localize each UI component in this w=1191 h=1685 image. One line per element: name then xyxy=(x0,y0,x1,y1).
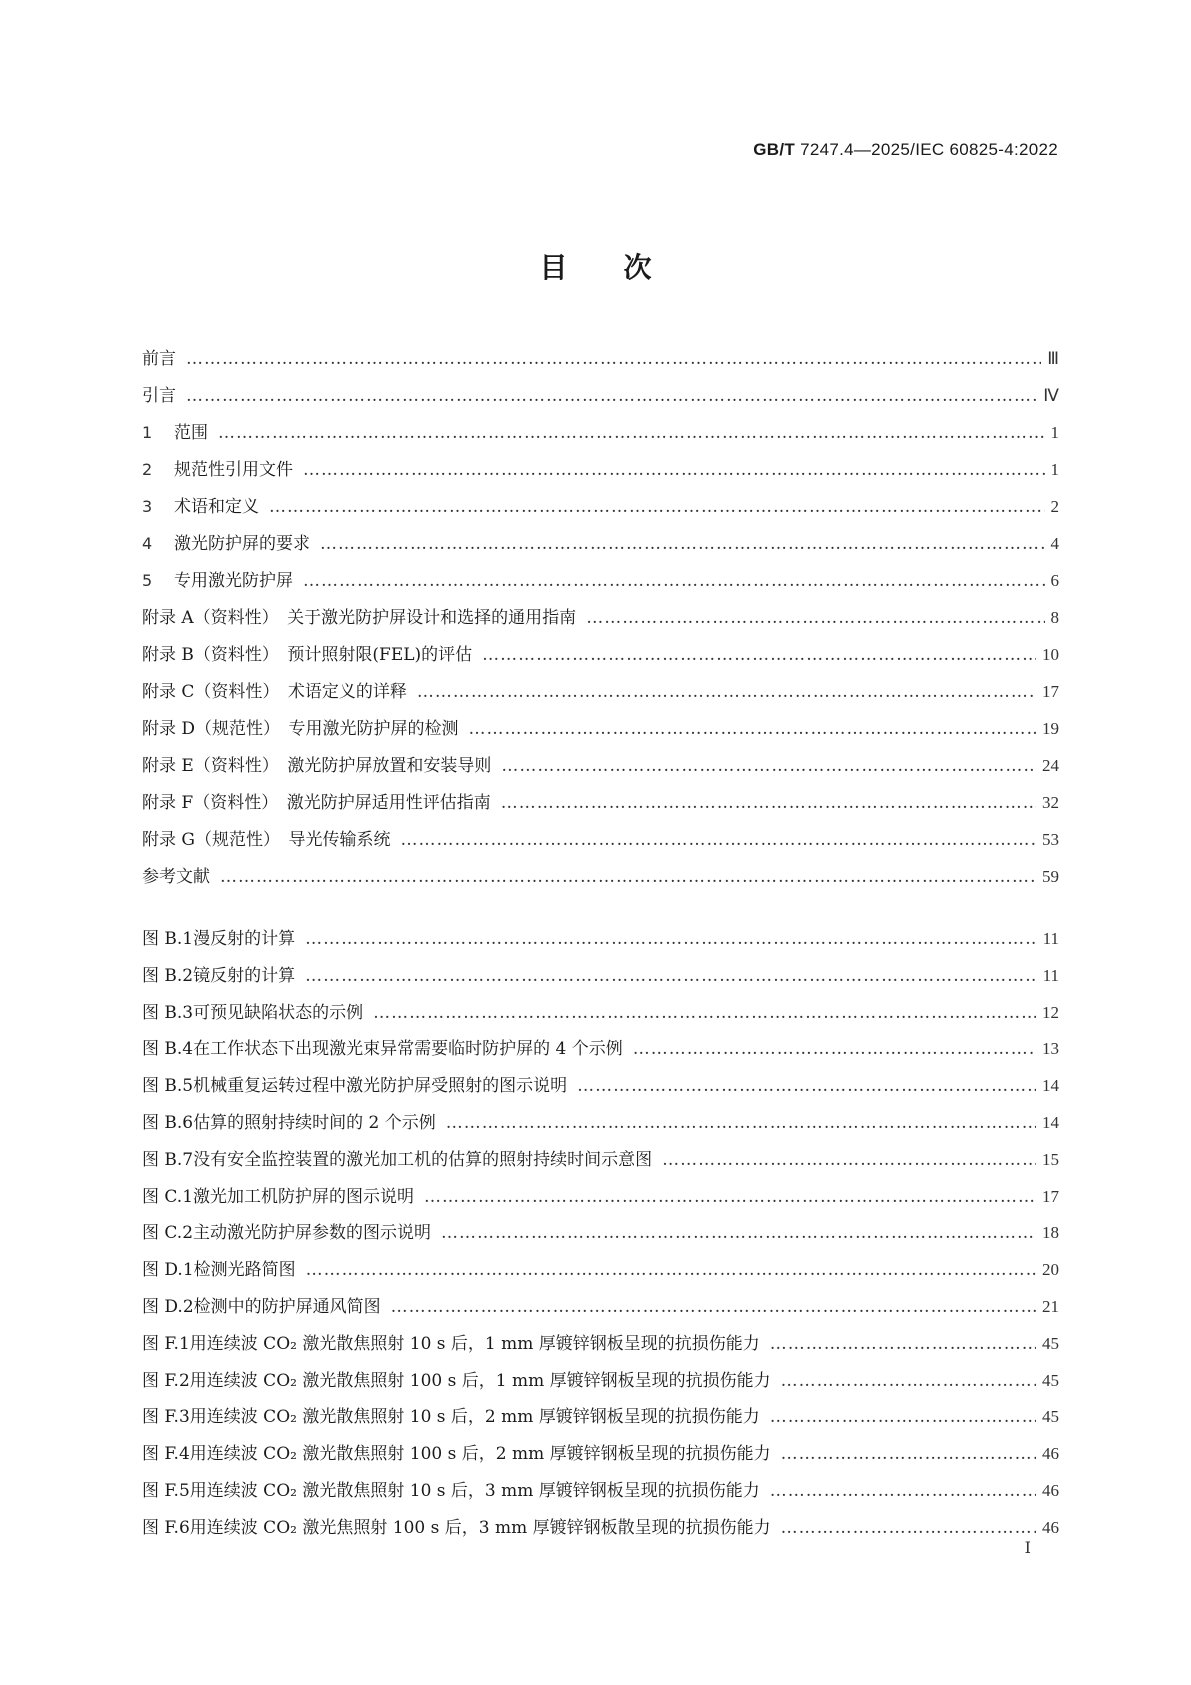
figure-label: 用连续波 CO₂ 激光散焦照射 10 s 后，1 mm 厚镀锌钢板呈现的抗损伤能力 xyxy=(189,1333,760,1354)
figure-entry[interactable] xyxy=(142,1068,1059,1105)
toc-entry[interactable] xyxy=(142,340,1059,377)
toc-entry-page: 1 xyxy=(1050,423,1059,442)
figure-page: 11 xyxy=(1042,929,1059,948)
toc-entry-page: 4 xyxy=(1050,534,1059,553)
standard-code xyxy=(753,140,1058,160)
figure-label: 激光加工机防护屏的图示说明 xyxy=(193,1186,415,1207)
figure-label: 用连续波 CO₂ 激光散焦照射 100 s 后，2 mm 厚镀锌钢板呈现的抗损伤能力 xyxy=(189,1444,771,1465)
figure-label: 用连续波 CO₂ 激光散焦照射 100 s 后，1 mm 厚镀锌钢板呈现的抗损伤能力 xyxy=(189,1370,771,1391)
figure-entry[interactable] xyxy=(142,1436,1059,1473)
toc-leader xyxy=(218,415,1045,451)
figure-entry[interactable] xyxy=(142,921,1059,958)
toc-leader xyxy=(373,995,1036,1032)
figure-page: 45 xyxy=(1042,1333,1059,1353)
figure-entry[interactable] xyxy=(142,995,1059,1032)
toc-entry-number: 5 xyxy=(142,571,153,590)
toc-entry-label: 附录 D（规范性） 专用激光防护屏的检测 xyxy=(142,719,459,739)
figure-entry[interactable] xyxy=(142,1252,1059,1289)
figure-id: 图 D.2 xyxy=(142,1296,194,1317)
toc-leader xyxy=(781,1510,1036,1547)
figure-label: 漫反射的计算 xyxy=(193,929,296,949)
figure-label: 检测光路简图 xyxy=(193,1260,296,1281)
figure-page: 17 xyxy=(1042,1186,1059,1206)
toc-leader xyxy=(424,1179,1036,1216)
toc-leader xyxy=(770,1473,1036,1510)
figure-label: 用连续波 CO₂ 激光散焦照射 10 s 后，2 mm 厚镀锌钢板呈现的抗损伤能力 xyxy=(189,1407,760,1428)
toc-leader xyxy=(501,748,1036,784)
figure-page: 13 xyxy=(1042,1039,1059,1059)
figure-page: 46 xyxy=(1042,1517,1059,1537)
table-of-contents xyxy=(142,340,1059,895)
toc-entry-label: 前言 xyxy=(142,349,176,369)
toc-leader xyxy=(781,1363,1036,1400)
figure-id: 图 B.3 xyxy=(142,1002,194,1023)
toc-leader xyxy=(320,526,1045,562)
figure-page: 45 xyxy=(1042,1370,1059,1390)
toc-entry[interactable] xyxy=(142,784,1059,821)
toc-leader xyxy=(446,1105,1036,1142)
toc-leader xyxy=(305,921,1037,958)
toc-entry-label: 激光防护屏的要求 xyxy=(174,534,310,554)
figure-page: 46 xyxy=(1042,1480,1059,1500)
figure-id: 图 F.2 xyxy=(142,1370,190,1391)
figure-id: 图 C.2 xyxy=(142,1223,194,1244)
toc-entry-label: 附录 G（规范性） 导光传输系统 xyxy=(142,830,391,850)
standard-code-prefix: GB/T xyxy=(753,140,796,159)
toc-entry-label: 参考文献 xyxy=(142,867,210,887)
toc-entry-page: 2 xyxy=(1050,497,1059,516)
figure-page: 11 xyxy=(1042,965,1059,985)
figure-page: 14 xyxy=(1042,1112,1059,1132)
figure-entry[interactable] xyxy=(142,1510,1059,1547)
toc-leader xyxy=(220,859,1036,895)
figure-label: 主动激光防护屏参数的图示说明 xyxy=(193,1223,432,1244)
figure-label: 用连续波 CO₂ 激光焦照射 100 s 后，3 mm 厚镀锌钢板散呈现的抗损伤能力 xyxy=(189,1517,771,1538)
toc-leader xyxy=(662,1142,1036,1179)
toc-leader xyxy=(305,958,1037,995)
toc-leader xyxy=(417,674,1036,710)
figure-label: 机械重复运转过程中激光防护屏受照射的图示说明 xyxy=(193,1076,568,1097)
figure-id: 图 B.6 xyxy=(142,1112,194,1133)
toc-entry-number: 4 xyxy=(142,534,153,553)
toc-entry-page: Ⅲ xyxy=(1047,349,1059,368)
toc-entry-page: 19 xyxy=(1042,719,1059,738)
toc-entry-label: 附录 E（资料性） 激光防护屏放置和安装导则 xyxy=(142,756,492,776)
toc-leader xyxy=(501,785,1036,821)
figure-entry[interactable] xyxy=(142,958,1059,995)
toc-leader xyxy=(770,1399,1036,1436)
figure-entry[interactable] xyxy=(142,1179,1059,1216)
toc-leader xyxy=(577,1068,1036,1105)
toc-entry-label: 附录 C（资料性） 术语定义的详释 xyxy=(142,682,407,702)
figure-id: 图 C.1 xyxy=(142,1186,194,1207)
toc-entry[interactable] xyxy=(142,673,1059,710)
toc-leader xyxy=(586,600,1044,636)
figure-id: 图 B.4 xyxy=(142,1039,194,1060)
figure-label: 在工作状态下出现激光束异常需要临时防护屏的 4 个示例 xyxy=(193,1039,623,1060)
toc-entry[interactable] xyxy=(142,747,1059,784)
figure-id: 图 B.5 xyxy=(142,1076,194,1097)
toc-entry[interactable] xyxy=(142,525,1059,562)
toc-entry-label: 附录 B（资料性） 预计照射限(FEL)的评估 xyxy=(142,645,473,665)
toc-leader xyxy=(781,1436,1036,1473)
page-title-char-2: 次 xyxy=(623,251,652,284)
figure-id: 图 B.1 xyxy=(142,929,194,949)
figure-id: 图 D.1 xyxy=(142,1260,194,1281)
toc-entry-label: 专用激光防护屏 xyxy=(174,571,293,591)
figure-entry[interactable] xyxy=(142,1289,1059,1326)
figure-page: 46 xyxy=(1042,1444,1059,1464)
figure-id: 图 F.1 xyxy=(142,1333,190,1354)
figure-entry[interactable] xyxy=(142,1363,1059,1400)
toc-entry-page: 53 xyxy=(1042,830,1059,849)
list-of-figures xyxy=(142,921,1059,1547)
figure-id: 图 F.4 xyxy=(142,1444,190,1465)
figure-label: 检测中的防护屏通风简图 xyxy=(193,1296,381,1317)
figure-label: 估算的照射持续时间的 2 个示例 xyxy=(193,1112,436,1133)
figure-entry[interactable] xyxy=(142,1105,1059,1142)
figure-page: 12 xyxy=(1042,1002,1059,1022)
toc-entry-number: 3 xyxy=(142,497,153,516)
toc-entry[interactable] xyxy=(142,858,1059,895)
toc-entry-label: 附录 A（资料性） 关于激光防护屏设计和选择的通用指南 xyxy=(142,608,577,628)
toc-leader xyxy=(303,452,1045,488)
figure-id: 图 F.6 xyxy=(142,1517,190,1538)
standard-code-number: 7247.4—2025/IEC 60825-4:2022 xyxy=(800,140,1058,159)
toc-leader xyxy=(186,378,1037,414)
figure-id: 图 B.7 xyxy=(142,1149,194,1170)
figure-id: 图 F.5 xyxy=(142,1480,190,1501)
page-title-char-1: 目 xyxy=(539,251,568,284)
figure-entry[interactable] xyxy=(142,1215,1059,1252)
toc-leader xyxy=(269,489,1045,525)
toc-entry[interactable] xyxy=(142,636,1059,673)
figure-page: 20 xyxy=(1042,1260,1059,1280)
toc-entry-page: 24 xyxy=(1042,756,1059,775)
toc-leader xyxy=(633,1031,1036,1068)
figure-entry[interactable] xyxy=(142,1142,1059,1179)
figure-page: 21 xyxy=(1042,1296,1059,1316)
toc-leader xyxy=(186,341,1041,377)
figure-entry[interactable] xyxy=(142,1031,1059,1068)
toc-entry[interactable] xyxy=(142,488,1059,525)
toc-entry[interactable] xyxy=(142,377,1059,414)
toc-entry-page: 6 xyxy=(1050,571,1059,590)
toc-entry-page: 8 xyxy=(1050,608,1059,627)
toc-entry-number: 2 xyxy=(142,460,153,479)
toc-leader xyxy=(441,1215,1036,1252)
toc-entry-label: 附录 F（资料性） 激光防护屏适用性评估指南 xyxy=(142,793,491,813)
figure-entry[interactable] xyxy=(142,1326,1059,1363)
figure-page: 15 xyxy=(1042,1149,1059,1169)
toc-entry[interactable] xyxy=(142,451,1059,488)
toc-leader xyxy=(303,563,1045,599)
toc-leader xyxy=(770,1326,1036,1363)
toc-entry-page: 59 xyxy=(1042,867,1059,886)
toc-leader xyxy=(400,822,1036,858)
figure-id: 图 F.3 xyxy=(142,1407,190,1428)
toc-leader xyxy=(482,637,1036,673)
figure-label: 可预见缺陷状态的示例 xyxy=(193,1002,364,1023)
figure-entry[interactable] xyxy=(142,1473,1059,1510)
figure-label: 没有安全监控装置的激光加工机的估算的照射持续时间示意图 xyxy=(193,1149,653,1170)
figure-entry[interactable] xyxy=(142,1399,1059,1436)
figure-page: 18 xyxy=(1042,1223,1059,1243)
toc-entry[interactable] xyxy=(142,414,1059,451)
page-title xyxy=(0,246,1191,286)
toc-entry[interactable] xyxy=(142,562,1059,599)
toc-leader xyxy=(306,1252,1036,1289)
toc-entry-label: 范围 xyxy=(174,423,208,443)
figure-id: 图 B.2 xyxy=(142,965,194,986)
toc-entry[interactable] xyxy=(142,710,1059,747)
toc-entry-label: 术语和定义 xyxy=(174,497,259,517)
figure-page: 45 xyxy=(1042,1407,1059,1427)
toc-leader xyxy=(469,711,1036,747)
figure-label: 镜反射的计算 xyxy=(193,965,296,986)
toc-entry-number: 1 xyxy=(142,423,153,442)
toc-entry-page: 32 xyxy=(1042,793,1059,812)
toc-entry-page: 1 xyxy=(1050,460,1059,479)
toc-entry-page: Ⅳ xyxy=(1043,386,1059,405)
toc-entry-label: 规范性引用文件 xyxy=(174,460,293,480)
figure-page: 14 xyxy=(1042,1076,1059,1096)
toc-leader xyxy=(391,1289,1036,1326)
page-number: I xyxy=(1024,1538,1031,1557)
toc-entry-label: 引言 xyxy=(142,386,176,406)
toc-entry[interactable] xyxy=(142,821,1059,858)
toc-entry[interactable] xyxy=(142,599,1059,636)
figure-label: 用连续波 CO₂ 激光散焦照射 10 s 后，3 mm 厚镀锌钢板呈现的抗损伤能力 xyxy=(189,1480,760,1501)
toc-entry-page: 17 xyxy=(1042,682,1059,701)
toc-entry-page: 10 xyxy=(1042,645,1059,664)
